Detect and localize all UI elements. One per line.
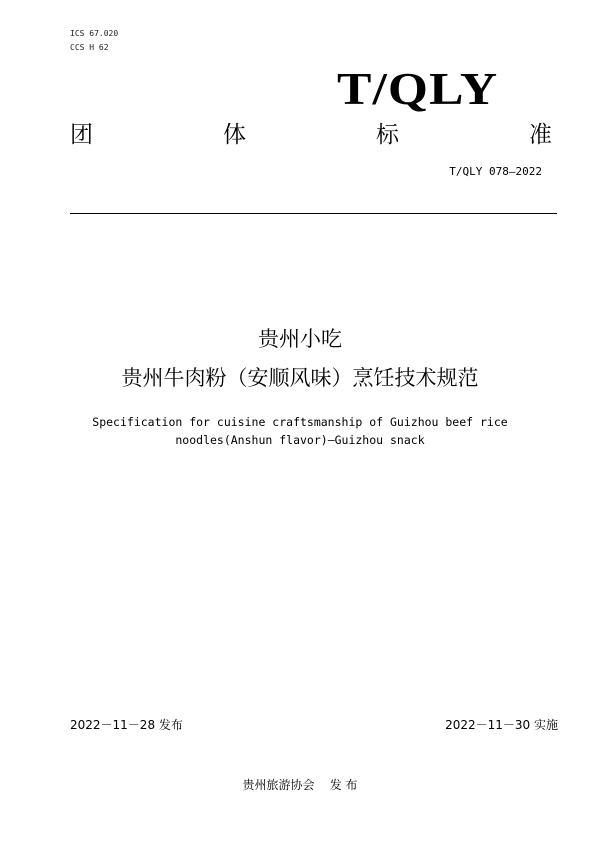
standard-category (70, 116, 552, 149)
publish-date: 2022－11－28 发布 (70, 718, 183, 732)
category-char-4: 准 (529, 122, 552, 148)
title-en-line1: Specification for cuisine craftsmanship of Guizhou beef rice (92, 415, 508, 429)
category-char-1: 团 (70, 122, 93, 148)
title-cn-line2: 贵州牛肉粉（安顺风味）烹饪技术规范 (121, 366, 479, 390)
header-divider (70, 213, 557, 214)
ics-code: ICS 67.020 (70, 29, 119, 38)
implement-date: 2022－11－30 实施 (445, 718, 558, 732)
ccs-code: CCS H 62 (70, 43, 109, 52)
standard-code: T/QLY 078—2022 (449, 165, 542, 178)
title-en-line2: noodles(Anshun flavor)—Guizhou snack (175, 433, 425, 447)
category-char-2: 体 (223, 122, 246, 148)
category-char-3: 标 (376, 122, 399, 148)
title-cn-line1: 贵州小吃 (258, 327, 342, 351)
publisher: 贵州旅游协会 发 布 (242, 778, 358, 792)
standard-logo: T/QLY (337, 63, 499, 114)
